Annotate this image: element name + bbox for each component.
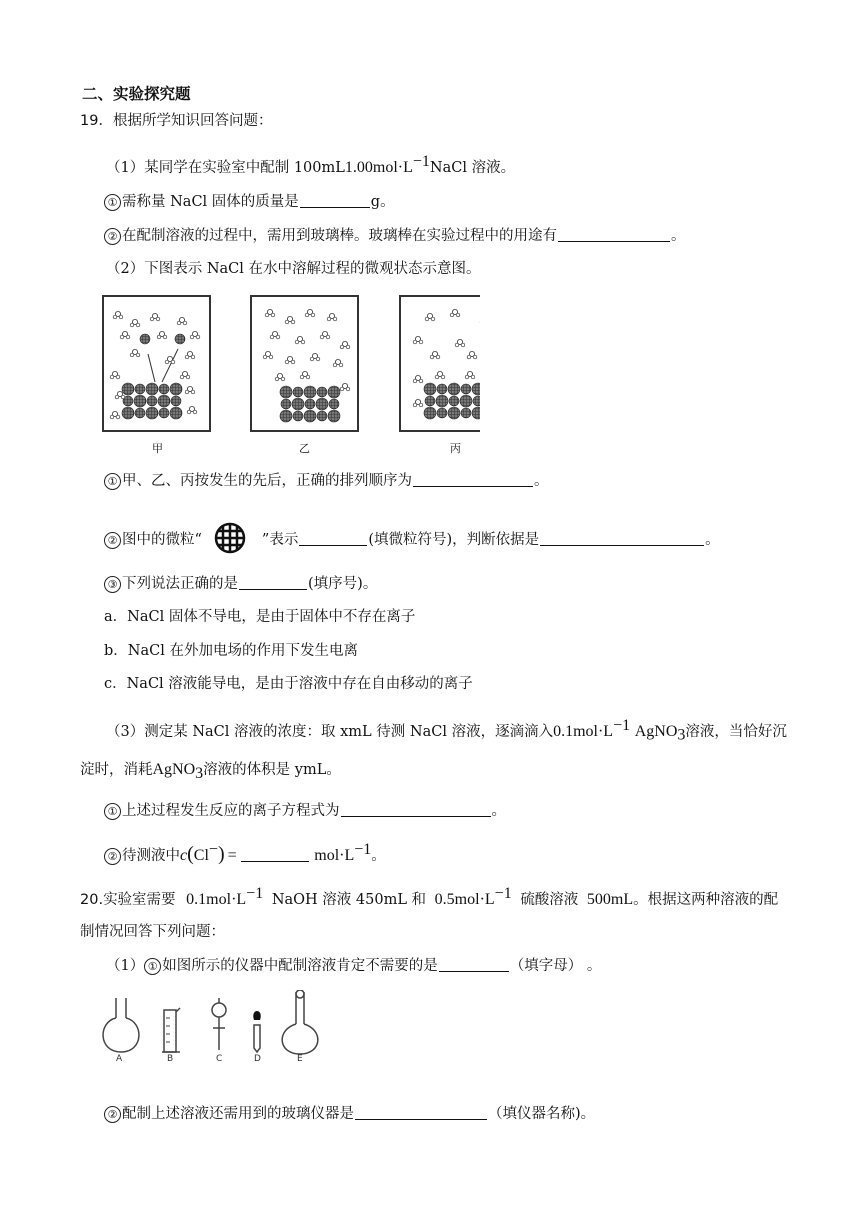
item-1-1 <box>104 192 395 212</box>
item-text: 。 <box>671 228 686 244</box>
item-text: 在配制溶液的过程中，需用到玻璃棒。玻璃棒在实验过程中的用途有 <box>122 228 557 244</box>
question-number: 20. <box>80 891 104 908</box>
part-1-intro <box>106 152 515 178</box>
answer-blank[interactable] <box>413 472 533 487</box>
unit: mol·L <box>314 846 355 864</box>
q20-part-2 <box>104 1104 595 1124</box>
beaker-yi <box>251 296 358 431</box>
item-2-1 <box>104 471 549 491</box>
answer-blank[interactable] <box>299 531 367 546</box>
circled-number: ② <box>104 848 121 865</box>
chloride-symbol: Cl <box>193 846 209 864</box>
formula: AgNO <box>634 722 678 740</box>
instrument-label-e: E <box>297 1054 303 1062</box>
item-text: (填序号)。 <box>308 576 378 592</box>
stem-text: 。根据这两种溶液的配 <box>633 891 779 908</box>
answer-blank[interactable] <box>355 1105 487 1120</box>
subscript: 3 <box>195 764 204 782</box>
instrument-label-a: A <box>116 1054 123 1062</box>
part-text: （填仪器名称)。 <box>488 1106 596 1122</box>
circled-number: ③ <box>104 576 121 593</box>
question-number: 19． <box>80 113 113 129</box>
option-b: b．NaCl 在外加电场的作用下发生电离 <box>104 643 358 659</box>
item-text: 。 <box>371 847 386 864</box>
item-text: (填微粒符号)，判断依据是 <box>368 532 540 548</box>
item-text: 下列说法正确的是 <box>122 576 238 592</box>
part-text: 溶液的体积是 ymL。 <box>203 762 341 778</box>
item-2-3 <box>104 574 377 594</box>
circled-number: ② <box>104 228 121 245</box>
part-text: 溶液，当恰好沉 <box>685 723 787 740</box>
part-text: （1） <box>106 958 145 974</box>
instrument-label-b: B <box>167 1054 174 1062</box>
dropper-bulb-icon <box>253 1011 260 1020</box>
stem-text: 硫酸溶液 <box>520 891 579 908</box>
answer-blank[interactable] <box>439 957 509 972</box>
answer-blank[interactable] <box>300 193 370 208</box>
grid-particle-icon <box>206 522 258 554</box>
part-2-intro: （2）下图表示 NaCl 在水中溶解过程的微观状态示意图。 <box>106 261 481 277</box>
question-20-stem-cont: 制情况回答下列问题： <box>80 924 225 940</box>
volume: 500mL <box>586 890 634 908</box>
part-text: 淀时，消耗 <box>80 762 153 778</box>
circled-number: ① <box>104 194 121 211</box>
item-1-2 <box>104 226 686 246</box>
concentration: 0.5mol·L <box>434 890 495 908</box>
round-bottom-flask-icon <box>103 998 139 1052</box>
dissolution-diagram <box>100 294 480 454</box>
volumetric-flask-icon <box>282 990 318 1054</box>
item-text: 。 <box>491 803 506 819</box>
equals: = <box>227 846 237 864</box>
item-text: ”表示 <box>261 532 299 548</box>
concentration: 1.00mol·L <box>344 158 413 176</box>
stem-text: 根据所学知识回答问题： <box>112 113 273 129</box>
stem-text: 实验室需要 <box>103 891 176 908</box>
question-20-stem: 20.实验室需要 $0.1mol\cdot L^{-1}$ NaOH 溶液 450mL 和 $0.5mol\cdot L^{-1}$ 硫酸溶液 500mL。根据这两种溶液的配 <box>80 885 779 908</box>
circled-number: ① <box>104 803 121 820</box>
dropper-icon <box>254 1025 260 1052</box>
formula: AgNO <box>152 761 196 778</box>
part-text: （3）测定某 NaCl 溶液的浓度：取 xmL 待测 NaCl 溶液，逐滴滴入 <box>106 723 554 740</box>
figure-label-bing: 丙 <box>450 442 461 455</box>
part-3-intro: （3）测定某 NaCl 溶液的浓度：取 xmL 待测 NaCl 溶液，逐滴滴入$0.1mol\cdot L^{-1}$ AgNO$_3$溶液，当恰好沉 <box>106 717 787 744</box>
circled-number: ① <box>104 473 121 490</box>
lab-instruments-figure <box>96 990 336 1062</box>
answer-blank[interactable] <box>558 227 670 242</box>
instrument-label-d: D <box>254 1054 261 1062</box>
item-3-1 <box>104 801 506 821</box>
beaker-jia <box>103 296 210 431</box>
concentration: 0.1mol·L <box>553 722 614 740</box>
item-text: 待测液中 <box>122 847 180 864</box>
funnel-icon <box>212 998 226 1050</box>
stem-text: NaOH 溶液 450mL 和 <box>271 891 427 908</box>
exponent: −1 <box>412 153 430 170</box>
charge: − <box>208 841 218 858</box>
circled-number: ① <box>144 958 161 975</box>
section-title: 二、实验探究题 <box>82 85 191 103</box>
graduated-cylinder-icon <box>162 1008 180 1052</box>
item-text: 需称量 NaCl 固体的质量是 <box>122 194 299 210</box>
circled-number: ② <box>104 1106 121 1123</box>
item-text: 。 <box>705 532 720 548</box>
answer-blank[interactable] <box>241 847 309 862</box>
part-3-cont <box>80 760 341 784</box>
item-2-2 <box>104 522 720 554</box>
part-text: 如图所示的仪器中配制溶液肯定不需要的是 <box>162 958 438 974</box>
part-text: NaCl 溶液。 <box>429 159 516 176</box>
question-19-stem <box>80 111 272 131</box>
figure-label-yi: 乙 <box>299 442 310 455</box>
item-text: 上述过程发生反应的离子方程式为 <box>122 803 340 819</box>
part-text: 配制上述溶液还需用到的玻璃仪器是 <box>122 1106 354 1122</box>
concentration: 0.1mol·L <box>186 890 247 908</box>
item-text: 图中的微粒“ <box>122 532 202 548</box>
q20-part-1 <box>106 956 601 976</box>
answer-blank[interactable] <box>239 575 307 590</box>
math-c: c <box>180 846 188 864</box>
answer-blank[interactable] <box>341 802 491 817</box>
beaker-bing <box>400 296 480 431</box>
subscript: 3 <box>677 726 686 744</box>
instrument-label-c: C <box>216 1054 223 1062</box>
answer-blank[interactable] <box>540 531 704 546</box>
figure-label-jia: 甲 <box>152 442 163 455</box>
item-text: g。 <box>370 194 395 210</box>
item-text: 甲、乙、丙按发生的先后，正确的排列顺序为 <box>122 473 412 489</box>
part-text: （1）某同学在实验室中配制 100mL <box>106 159 345 176</box>
option-c: c．NaCl 溶液能导电，是由于溶液中存在自由移动的离子 <box>104 676 473 692</box>
option-a: a．NaCl 固体不导电，是由于固体中不存在离子 <box>104 609 416 625</box>
part-text: （填字母） 。 <box>509 958 602 974</box>
circled-number: ② <box>104 532 121 549</box>
item-3-2: ② 待测液中$c(Cl^-) = mol\cdot L^{-1}$。 <box>104 840 386 866</box>
item-text: 。 <box>534 473 549 489</box>
